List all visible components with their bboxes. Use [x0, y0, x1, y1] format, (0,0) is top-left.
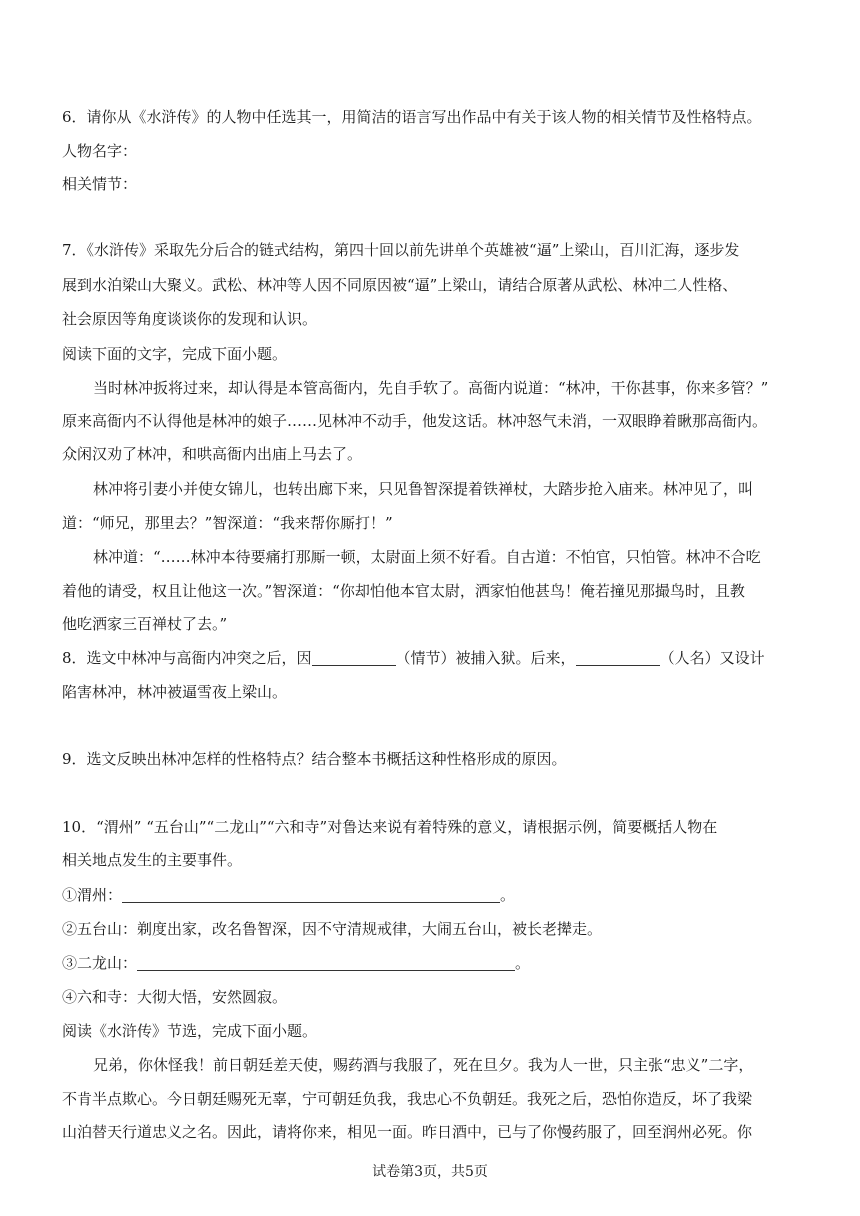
- reading1-p1-line3: 众闲汉劝了林冲，和哄高衙内出庙上马去了。: [62, 445, 363, 463]
- q8-text-3: （人名）又设计: [659, 649, 765, 667]
- q10-item1-end: 。: [500, 886, 516, 904]
- q10-blank-erlongshan[interactable]: [137, 954, 515, 971]
- q10-line-2: 相关地点发生的主要事件。: [62, 851, 243, 869]
- reading2-p1-line2: 不肯半点欺心。今日朝廷赐死无辜，宁可朝廷负我，我忠心不负朝廷。我死之后，恐怕你造反，坏了我梁: [62, 1090, 753, 1108]
- q10-item3-end: 。: [515, 954, 531, 972]
- q10-blank-weizhou[interactable]: [122, 886, 500, 903]
- q8-blank-plot[interactable]: [312, 649, 396, 666]
- reading2-p1-line1: 兄弟，你休怪我！前日朝廷差天使，赐药酒与我服了，死在旦夕。我为人一世，只主张“忠义”二字，: [93, 1056, 754, 1074]
- reading1-p3-line1: 林冲道：“……林冲本待要痛打那厮一顿，太尉面上须不好看。自古道：不怕官，只怕管。林冲不合吃: [93, 548, 761, 566]
- q8-text-1: 8．选文中林冲与高衙内冲突之后，因: [62, 649, 312, 667]
- reading1-p3-line3: 他吃洒家三百禅杖了去。”: [62, 615, 228, 633]
- reading1-p1-line1: 当时林冲扳将过来，却认得是本管高衙内，先自手软了。高衙内说道：“林冲，干你甚事，你来多管？”: [93, 379, 769, 397]
- q8-line-1: [62, 648, 810, 668]
- q10-item-3: [62, 953, 810, 973]
- q10-line-1: 10．“渭州” “五台山”“二龙山”“六和寺”对鲁达来说有着特殊的意义，请根据示例，简要概括人物在: [62, 818, 718, 836]
- page-footer: 试卷第3页，共5页: [372, 1164, 488, 1180]
- q10-item3-label: ③二龙山：: [62, 954, 138, 972]
- q6-name-label: 人物名字：: [62, 142, 138, 160]
- reading1-p2-line1: 林冲将引妻小并使女锦儿，也转出廊下来，只见鲁智深提着铁禅杖，大踏步抢入庙来。林冲见了，叫: [93, 480, 754, 498]
- q7-line-2: 展到水泊梁山大聚义。武松、林冲等人因不同原因被“逼”上梁山，请结合原著从武松、林冲二人性格、: [62, 276, 738, 294]
- q8-text-2: （情节）被捕入狱。后来，: [395, 649, 576, 667]
- q10-item-4: ④六和寺：大彻大悟，安然圆寂。: [62, 988, 288, 1006]
- q6-plot-label: 相关情节：: [62, 175, 138, 193]
- q8-line-2: 陷害林冲，林冲被逼雪夜上梁山。: [62, 683, 288, 701]
- q10-item1-label: ①渭州：: [62, 886, 123, 904]
- q6-prompt: 6．请你从《水浒传》的人物中任选其一，用简洁的语言写出作品中有关于该人物的相关情节及性格特点。: [62, 108, 762, 126]
- q9-prompt: 9．选文反映出林冲怎样的性格特点？结合整本书概括这种性格形成的原因。: [62, 750, 567, 768]
- reading1-p1-line2: 原来高衙内不认得他是林冲的娘子……见林冲不动手，他发这话。林冲怒气未消，一双眼睁着瞅那高衙内。: [62, 412, 768, 430]
- reading2-instruction: 阅读《水浒传》节选，完成下面小题。: [62, 1022, 318, 1040]
- reading2-p1-line3: 山泊替天行道忠义之名。因此，请将你来，相见一面。昨日酒中，已与了你慢药服了，回至润州必死。你: [62, 1123, 753, 1141]
- q7-line-3: 社会原因等角度谈谈你的发现和认识。: [62, 310, 318, 328]
- reading1-instruction: 阅读下面的文字，完成下面小题。: [62, 345, 288, 363]
- q8-blank-name[interactable]: [576, 649, 660, 666]
- q10-item-2: ②五台山：剃度出家，改名鲁智深，因不守清规戒律，大闹五台山，被长老撵走。: [62, 920, 603, 938]
- reading1-p2-line2: 道：“师兄，那里去？”智深道：“我来帮你厮打！”: [62, 514, 393, 532]
- reading1-p3-line2: 着他的请受，权且让他这一次。”智深道：“你却怕他本官太尉，洒家怕他甚鸟！俺若撞见那撮鸟时，且教: [62, 582, 745, 600]
- q7-line-1: 7．《水浒传》采取先分后合的链式结构，第四十回以前先讲单个英雄被“逼”上梁山，百川汇海，逐步发: [62, 241, 740, 259]
- q10-item-1: [62, 885, 810, 905]
